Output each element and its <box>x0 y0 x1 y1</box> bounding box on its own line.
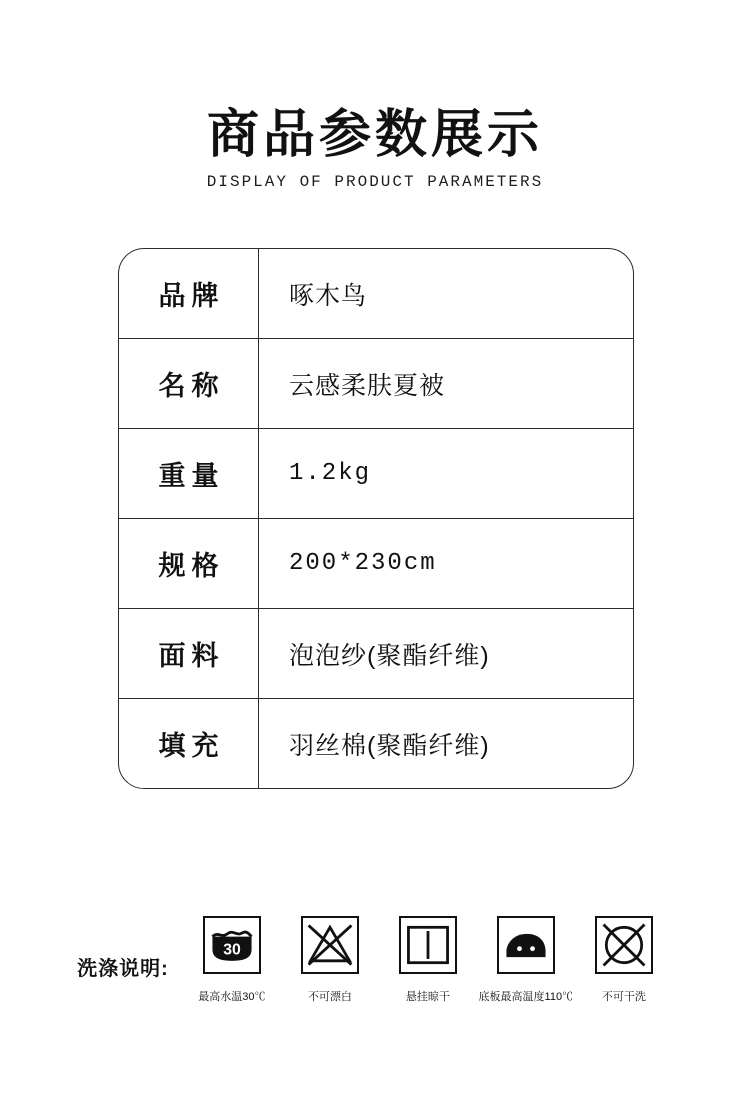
page-subtitle: DISPLAY OF PRODUCT PARAMETERS <box>206 172 544 191</box>
wash-temp-value: 30 <box>223 941 241 959</box>
list-item <box>379 916 477 1004</box>
spec-label-weight: 重量 <box>119 429 259 518</box>
wash-caption-bleach: 不可漂白 <box>307 991 352 1003</box>
spec-table <box>118 248 634 789</box>
wash-tub-30-icon <box>203 916 261 974</box>
line-dry-icon <box>399 916 457 974</box>
table-row <box>119 339 633 429</box>
spec-value-brand: 啄木鸟 <box>289 281 368 310</box>
table-row <box>119 609 633 699</box>
list-item <box>477 916 575 1004</box>
page-header <box>0 0 750 191</box>
wash-care-section <box>0 916 750 1004</box>
wash-care-icons <box>183 916 673 1004</box>
spec-label-brand: 品牌 <box>119 249 259 338</box>
table-row <box>119 519 633 609</box>
table-row <box>119 429 633 519</box>
spec-value-size: 200*230cm <box>289 550 437 577</box>
spec-label-name: 名称 <box>119 339 259 428</box>
page-title: 商品参数展示 <box>206 106 543 164</box>
wash-caption-temp: 最高水温30℃ <box>198 991 266 1003</box>
spec-label-fabric: 面料 <box>119 609 259 698</box>
spec-value-weight: 1.2kg <box>289 460 372 487</box>
no-dryclean-icon <box>595 916 653 974</box>
spec-label-size: 规格 <box>119 519 259 608</box>
iron-110-icon <box>497 916 555 974</box>
spec-value-fabric: 泡泡纱(聚酯纤维) <box>289 641 490 670</box>
list-item <box>281 916 379 1004</box>
spec-label-filling: 填充 <box>119 699 259 788</box>
spec-value-name: 云感柔肤夏被 <box>289 371 446 400</box>
wash-caption-dryclean: 不可干洗 <box>601 991 646 1003</box>
table-row <box>119 249 633 339</box>
wash-caption-iron: 底板最高温度110℃ <box>478 991 574 1003</box>
table-row <box>119 699 633 788</box>
no-bleach-icon <box>301 916 359 974</box>
list-item <box>183 916 281 1004</box>
list-item <box>575 916 673 1004</box>
spec-value-filling: 羽丝棉(聚酯纤维) <box>289 731 490 760</box>
wash-caption-dry: 悬挂晾干 <box>405 991 450 1003</box>
wash-care-title: 洗涤说明: <box>77 958 169 980</box>
